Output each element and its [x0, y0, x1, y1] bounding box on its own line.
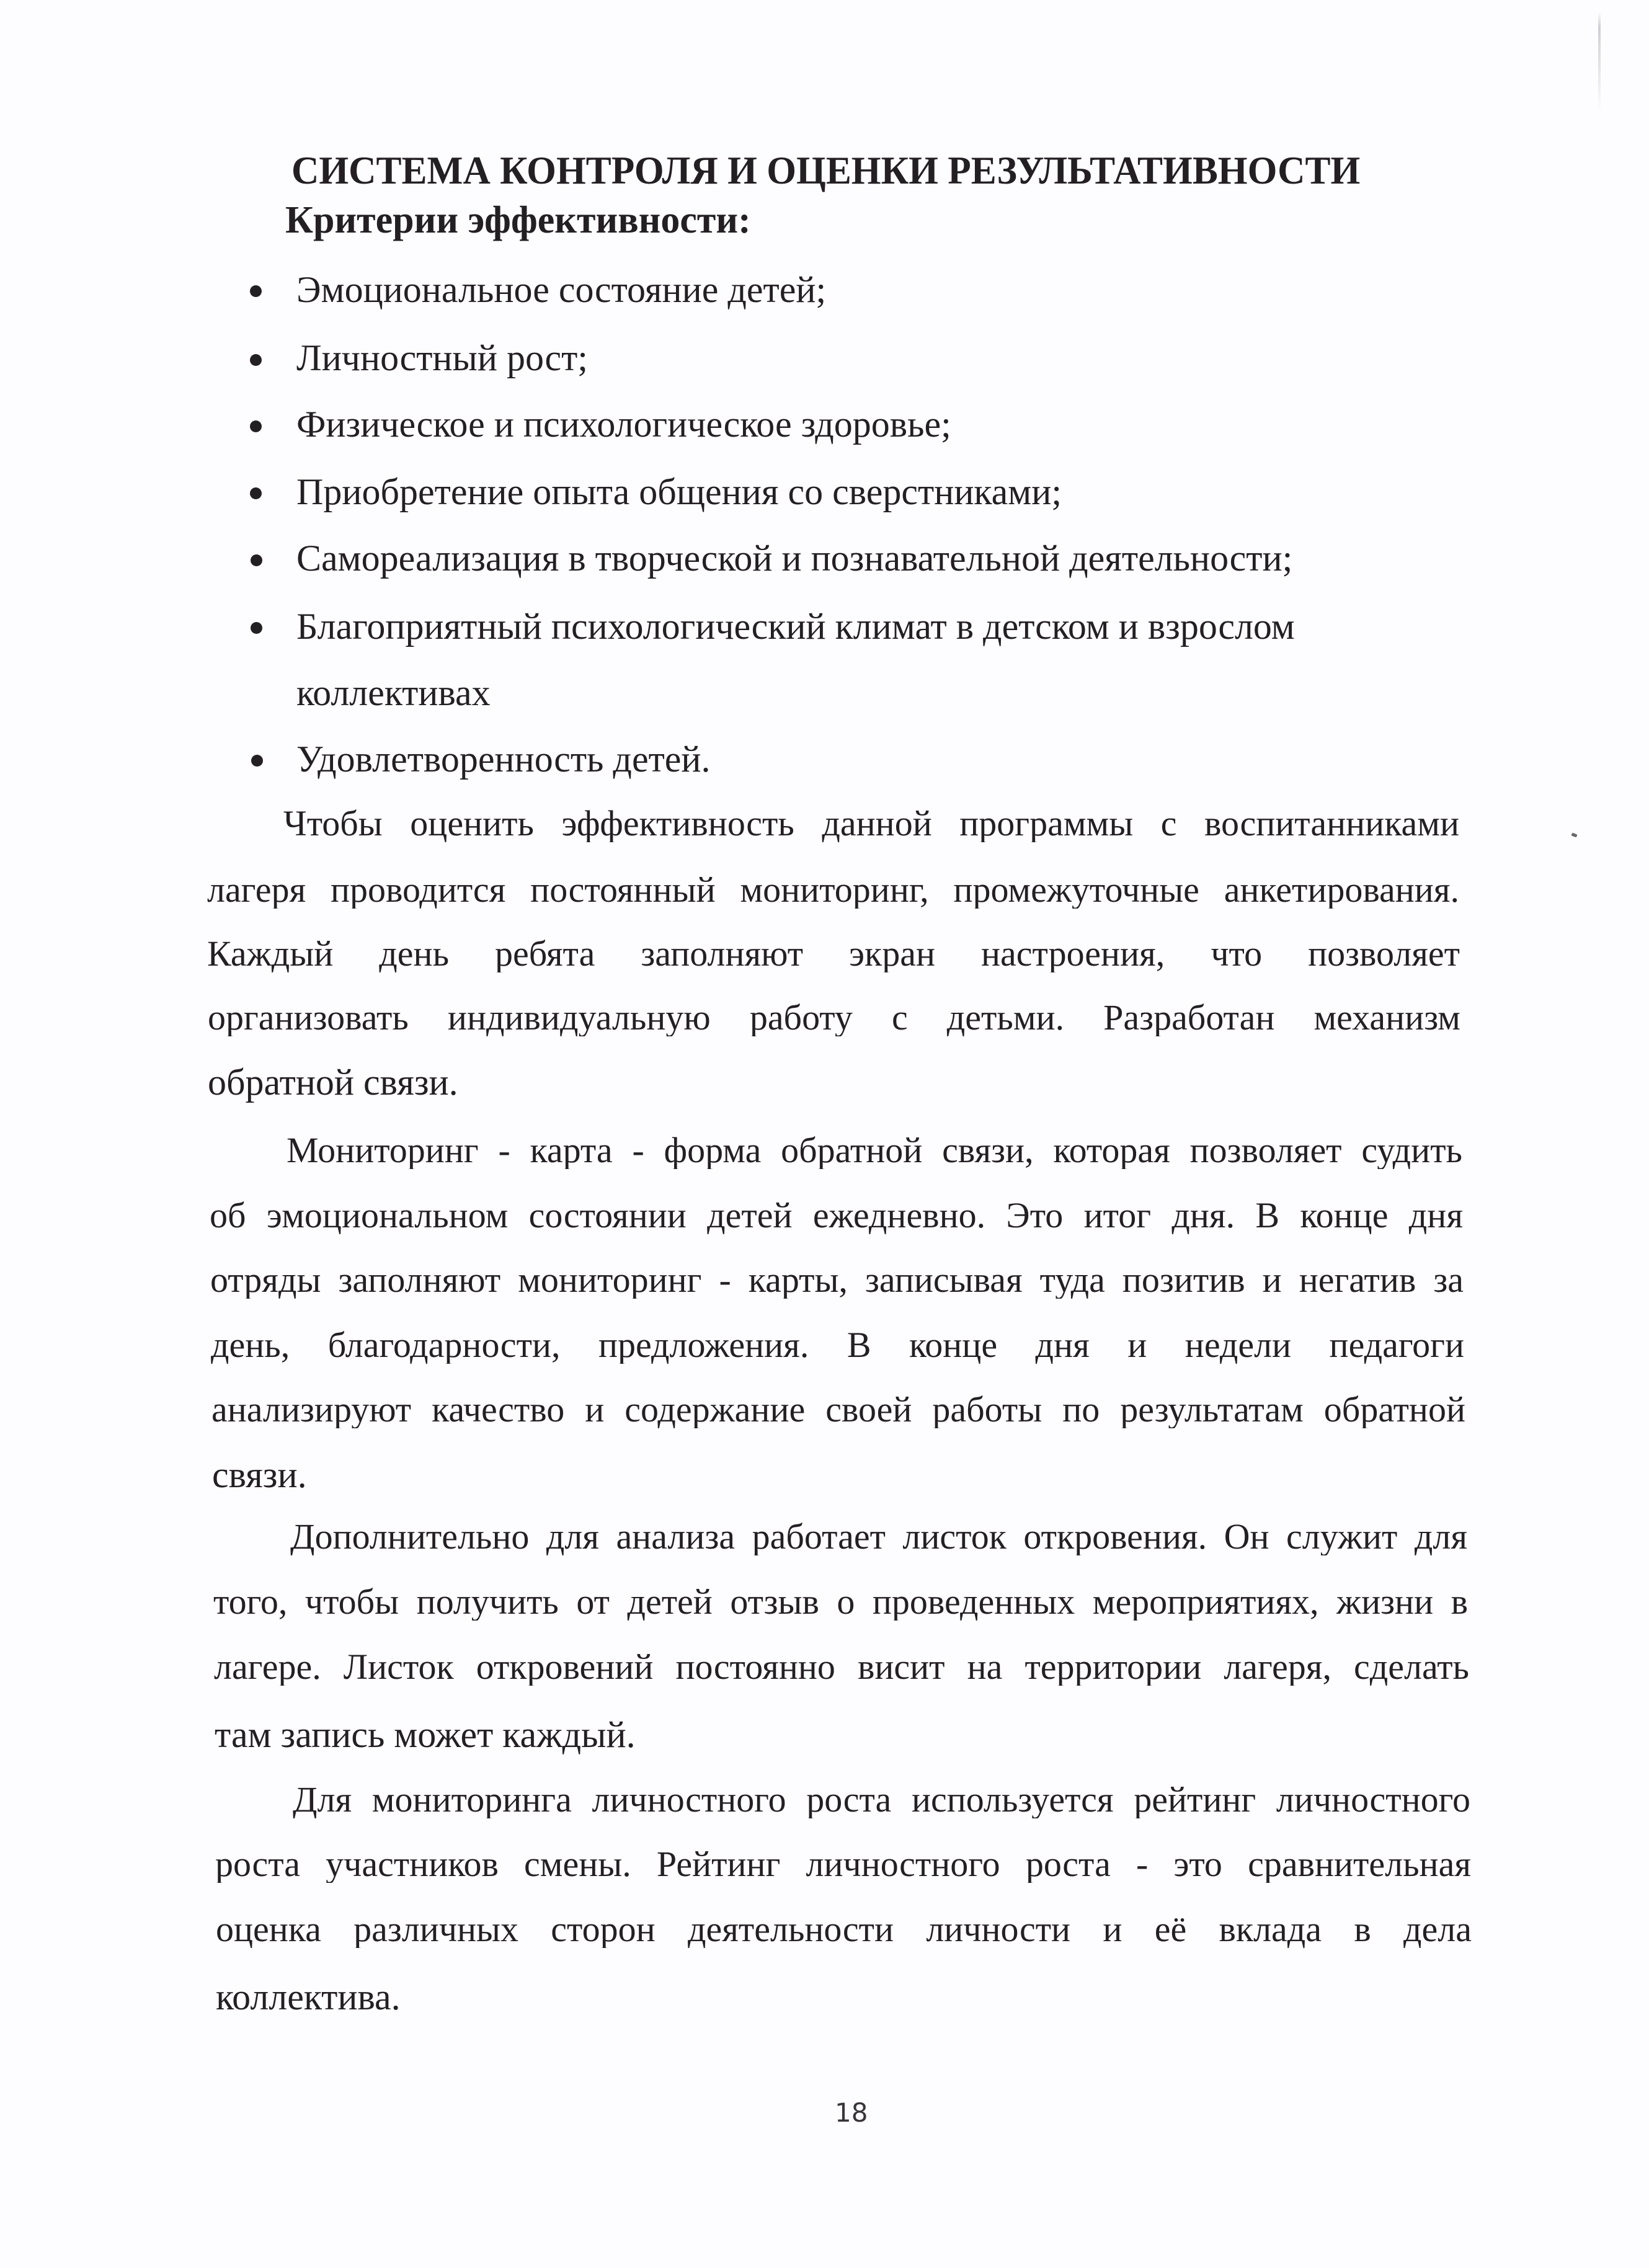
paragraph-line: Дополнительно для анализа работает листок откровения. Он служит для — [290, 1518, 1467, 1555]
bullet-icon — [250, 487, 262, 499]
criteria-item-text: Личностный рост; — [296, 337, 588, 378]
criteria-item-text: Самореализация в творческой и познавательной деятельности; — [296, 538, 1293, 579]
paragraph-line: Каждый день ребята заполняют экран настроения, что позволяет — [207, 935, 1460, 972]
bullet-icon — [250, 285, 262, 297]
criteria-item-text: коллективах — [296, 672, 491, 713]
paragraph-line: день, благодарности, предложения. В конце дня и недели педагоги — [211, 1327, 1464, 1364]
paragraph-line: об эмоциональном состоянии детей ежедневно. Это итог дня. В конце дня — [210, 1197, 1463, 1234]
paragraph-line: роста участников смены. Рейтинг личностного роста - это сравнительная — [215, 1846, 1471, 1883]
scan-speck — [1571, 833, 1577, 838]
paragraph-line: того, чтобы получить от детей отзыв о проведенных мероприятиях, жизни в — [213, 1583, 1468, 1621]
paragraph-line: лагеря проводится постоянный мониторинг, промежуточные анкетирования. — [207, 871, 1459, 909]
criteria-heading: Критерии эффективности: — [285, 199, 751, 241]
bullet-icon — [250, 420, 262, 432]
bullet-icon — [251, 622, 262, 634]
bullet-icon — [251, 554, 262, 566]
paragraph-line: Для мониторинга личностного роста используется рейтинг личностного — [293, 1781, 1470, 1818]
criteria-item-text: Приобретение опыта общения со сверстниками; — [296, 471, 1062, 512]
paragraph-line: коллектива. — [216, 1977, 401, 2017]
paragraph-line: анализируют качество и содержание своей работы по результатам обратной — [211, 1391, 1465, 1428]
paragraph-line: там запись может каждый. — [215, 1714, 636, 1755]
criteria-item-text: Благоприятный психологический климат в детском и взрослом — [296, 606, 1295, 647]
paragraph-line: оценка различных сторон деятельности личности и её вклада в дела — [216, 1911, 1472, 1948]
bullet-icon — [250, 354, 262, 366]
scan-edge-line — [1598, 12, 1601, 112]
page-number: 18 — [835, 2097, 868, 2128]
bullet-icon — [251, 755, 263, 767]
criteria-item-text: Физическое и психологическое здоровье; — [296, 404, 951, 445]
criteria-item-text: Удовлетворенность детей. — [296, 739, 711, 780]
paragraph-line: организовать индивидуальную работу с детьми. Разработан механизм — [208, 999, 1460, 1036]
section-title: СИСТЕМА КОНТРОЛЯ И ОЦЕНКИ РЕЗУЛЬТАТИВНОСТИ — [291, 148, 1361, 192]
paragraph-line: лагере. Листок откровений постоянно висит на территории лагеря, сделать — [214, 1648, 1469, 1686]
criteria-item-text: Эмоциональное состояние детей; — [296, 269, 827, 310]
paragraph-line: отряды заполняют мониторинг - карты, записывая туда позитив и негатив за — [210, 1261, 1464, 1299]
paragraph-line: Чтобы оценить эффективность данной программы с воспитанниками — [283, 805, 1459, 842]
paragraph-line: обратной связи. — [208, 1062, 458, 1103]
paragraph-line: Мониторинг - карта - форма обратной связи, которая позволяет судить — [287, 1132, 1462, 1169]
paragraph-line: связи. — [212, 1454, 307, 1495]
